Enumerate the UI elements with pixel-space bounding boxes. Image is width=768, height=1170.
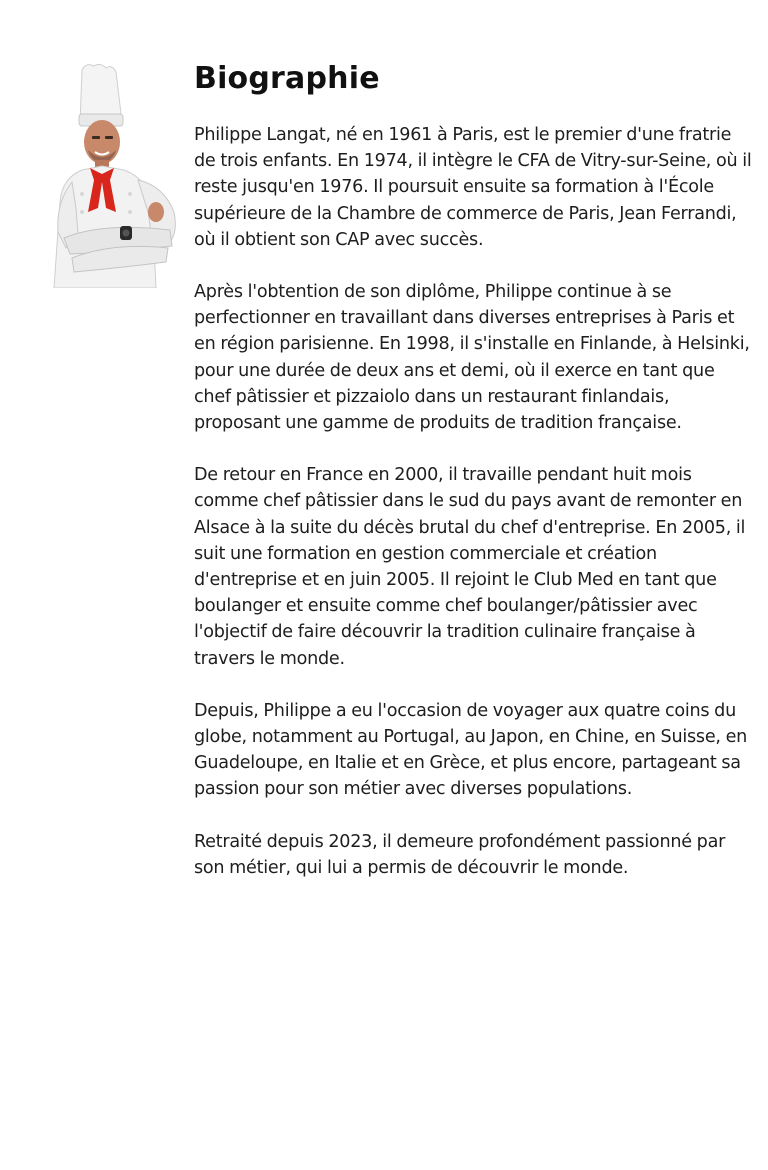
bio-paragraph-2: Après l'obtention de son diplôme, Philippe continue à se perfectionner en travaillant dans diverses entreprises à Paris et en région parisienne. En 1998, il s'installe en Finlande, à Helsinki, pour une durée de deux ans et demi, où il exerce en tant que chef pâtissier et pizzaiolo dans un restaurant finlandais, proposant une gamme de produits de tradition française. [194,282,750,434]
bio-paragraph-5: Retraité depuis 2023, il demeure profondément passionné par son métier, qui lui a permis de découvrir le monde. [194,831,726,878]
biography-content [194,56,756,907]
page-title: Biographie [194,61,380,96]
bio-paragraph-1: Philippe Langat, né en 1961 à Paris, est le premier d'une fratrie de trois enfants. En 1974, il intègre le CFA de Vitry-sur-Seine, où il reste jusqu'en 1976. Il poursuit ensuite sa formation à l'École supérieure de la Chambre de commerce de Paris, Jean Ferrandi, où il obtient son CAP avec succès. [194,125,752,250]
bio-paragraph-3: De retour en France en 2000, il travaille pendant huit mois comme chef pâtissier dans le sud du pays avant de remonter en Alsace à la suite du décès brutal du chef d'entreprise. En 2005, il suit une formation en gestion commerciale et création d'entreprise et en juin 2005. Il rejoint le Club Med en tant que boulanger et ensuite comme chef boulanger/pâtissier avec l'objectif de faire découvrir la tradition culinaire française à travers le monde. [194,465,746,669]
bio-paragraph-4: Depuis, Philippe a eu l'occasion de voyager aux quatre coins du globe, notamment au Portugal, au Japon, en Chine, en Suisse, en Guadeloupe, en Italie et en Grèce, et plus encore, partageant sa passion pour son métier avec diverses populations. [194,700,748,800]
chef-portrait-icon [52,62,186,288]
chef-portrait-photo [52,62,186,288]
